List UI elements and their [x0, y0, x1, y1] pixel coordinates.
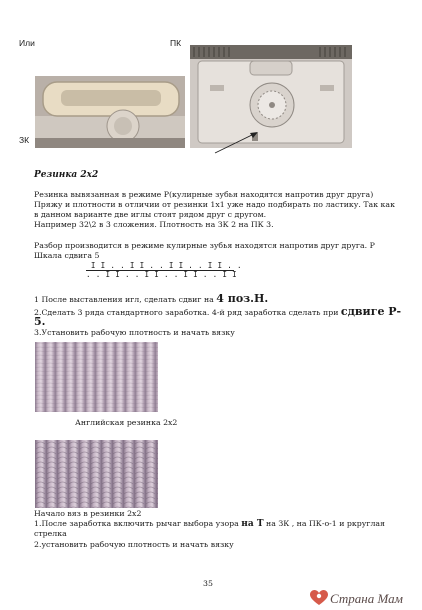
steps2-line-3: 2.установить рабочую плотность и начать вязку: [34, 540, 234, 549]
steps2-1-bold: на Т: [241, 519, 264, 529]
label-zk: ЗК: [19, 135, 30, 145]
section-title: Резинка 2х2: [34, 170, 99, 180]
step-1: [34, 294, 268, 305]
intro-line-4: Например 32\2 в 3 сложения. Плотность на ЗК 2 на ПК 3.: [34, 220, 274, 229]
step-2-bold-cont: 5.: [34, 315, 46, 328]
steps2-line-2: стрелка: [34, 529, 67, 538]
photo-english-rib: [35, 342, 158, 412]
step-1-bold: 4 поз.Н.: [216, 292, 269, 305]
photo-rib-start: [35, 440, 158, 508]
step-1-text: 1 После выставления игл, сделать сдвиг на: [34, 295, 217, 304]
intro-line-1: Резинка вывязанная в режиме Р(кулирные зубья находятся напротив друг друга): [34, 190, 374, 199]
steps2-1a: 1.После заработка включить рычаг выбора узора: [34, 519, 242, 528]
intro-line-3: в данном варианте две иглы стоят рядом друг с другом.: [34, 210, 267, 219]
intro-line-2: Пряжу и плотности в отличии от резинки 1х1 уже надо подбирать по ластику. Так как: [34, 200, 395, 209]
page-number: 35: [203, 579, 213, 588]
step-2-text: 2.Сделать 3 ряда стандартного заработка. 4-й ряд заработка сделать при: [34, 308, 341, 317]
needle-row-bottom: . . I I . . I I . . I I . . I I: [86, 270, 238, 279]
pointer-arrow-icon: [212, 128, 262, 156]
setup-line-1: Разбор производится в режиме кулирные зубья находятся напротив друг друга. Р: [34, 241, 375, 250]
needle-row-top: I I . . I I . . I I . . I I . .: [86, 261, 242, 270]
label-or: Или: [19, 38, 35, 48]
step-2: [34, 307, 401, 318]
caption-rib-start: Начало вяз в резинки 2х2: [34, 509, 142, 518]
photo-ribber-carriage: [35, 76, 185, 148]
step-2-bold: сдвиге Р-: [340, 305, 402, 318]
label-pk: ПК: [170, 38, 182, 48]
steps2-line-1: [34, 519, 385, 529]
watermark-text: Страна Мам: [330, 591, 403, 606]
step-3: 3.Установить рабочую плотность и начать вязку: [34, 328, 235, 337]
steps2-1b: на ЗК , на ПК-о-1 и ркруглая: [263, 519, 385, 528]
watermark-logo: [310, 588, 420, 608]
caption-english-rib: Английская резинка 2х2: [75, 418, 178, 427]
heart-logo-icon: [310, 590, 328, 606]
setup-line-2: Шкала сдвига 5: [34, 251, 100, 260]
